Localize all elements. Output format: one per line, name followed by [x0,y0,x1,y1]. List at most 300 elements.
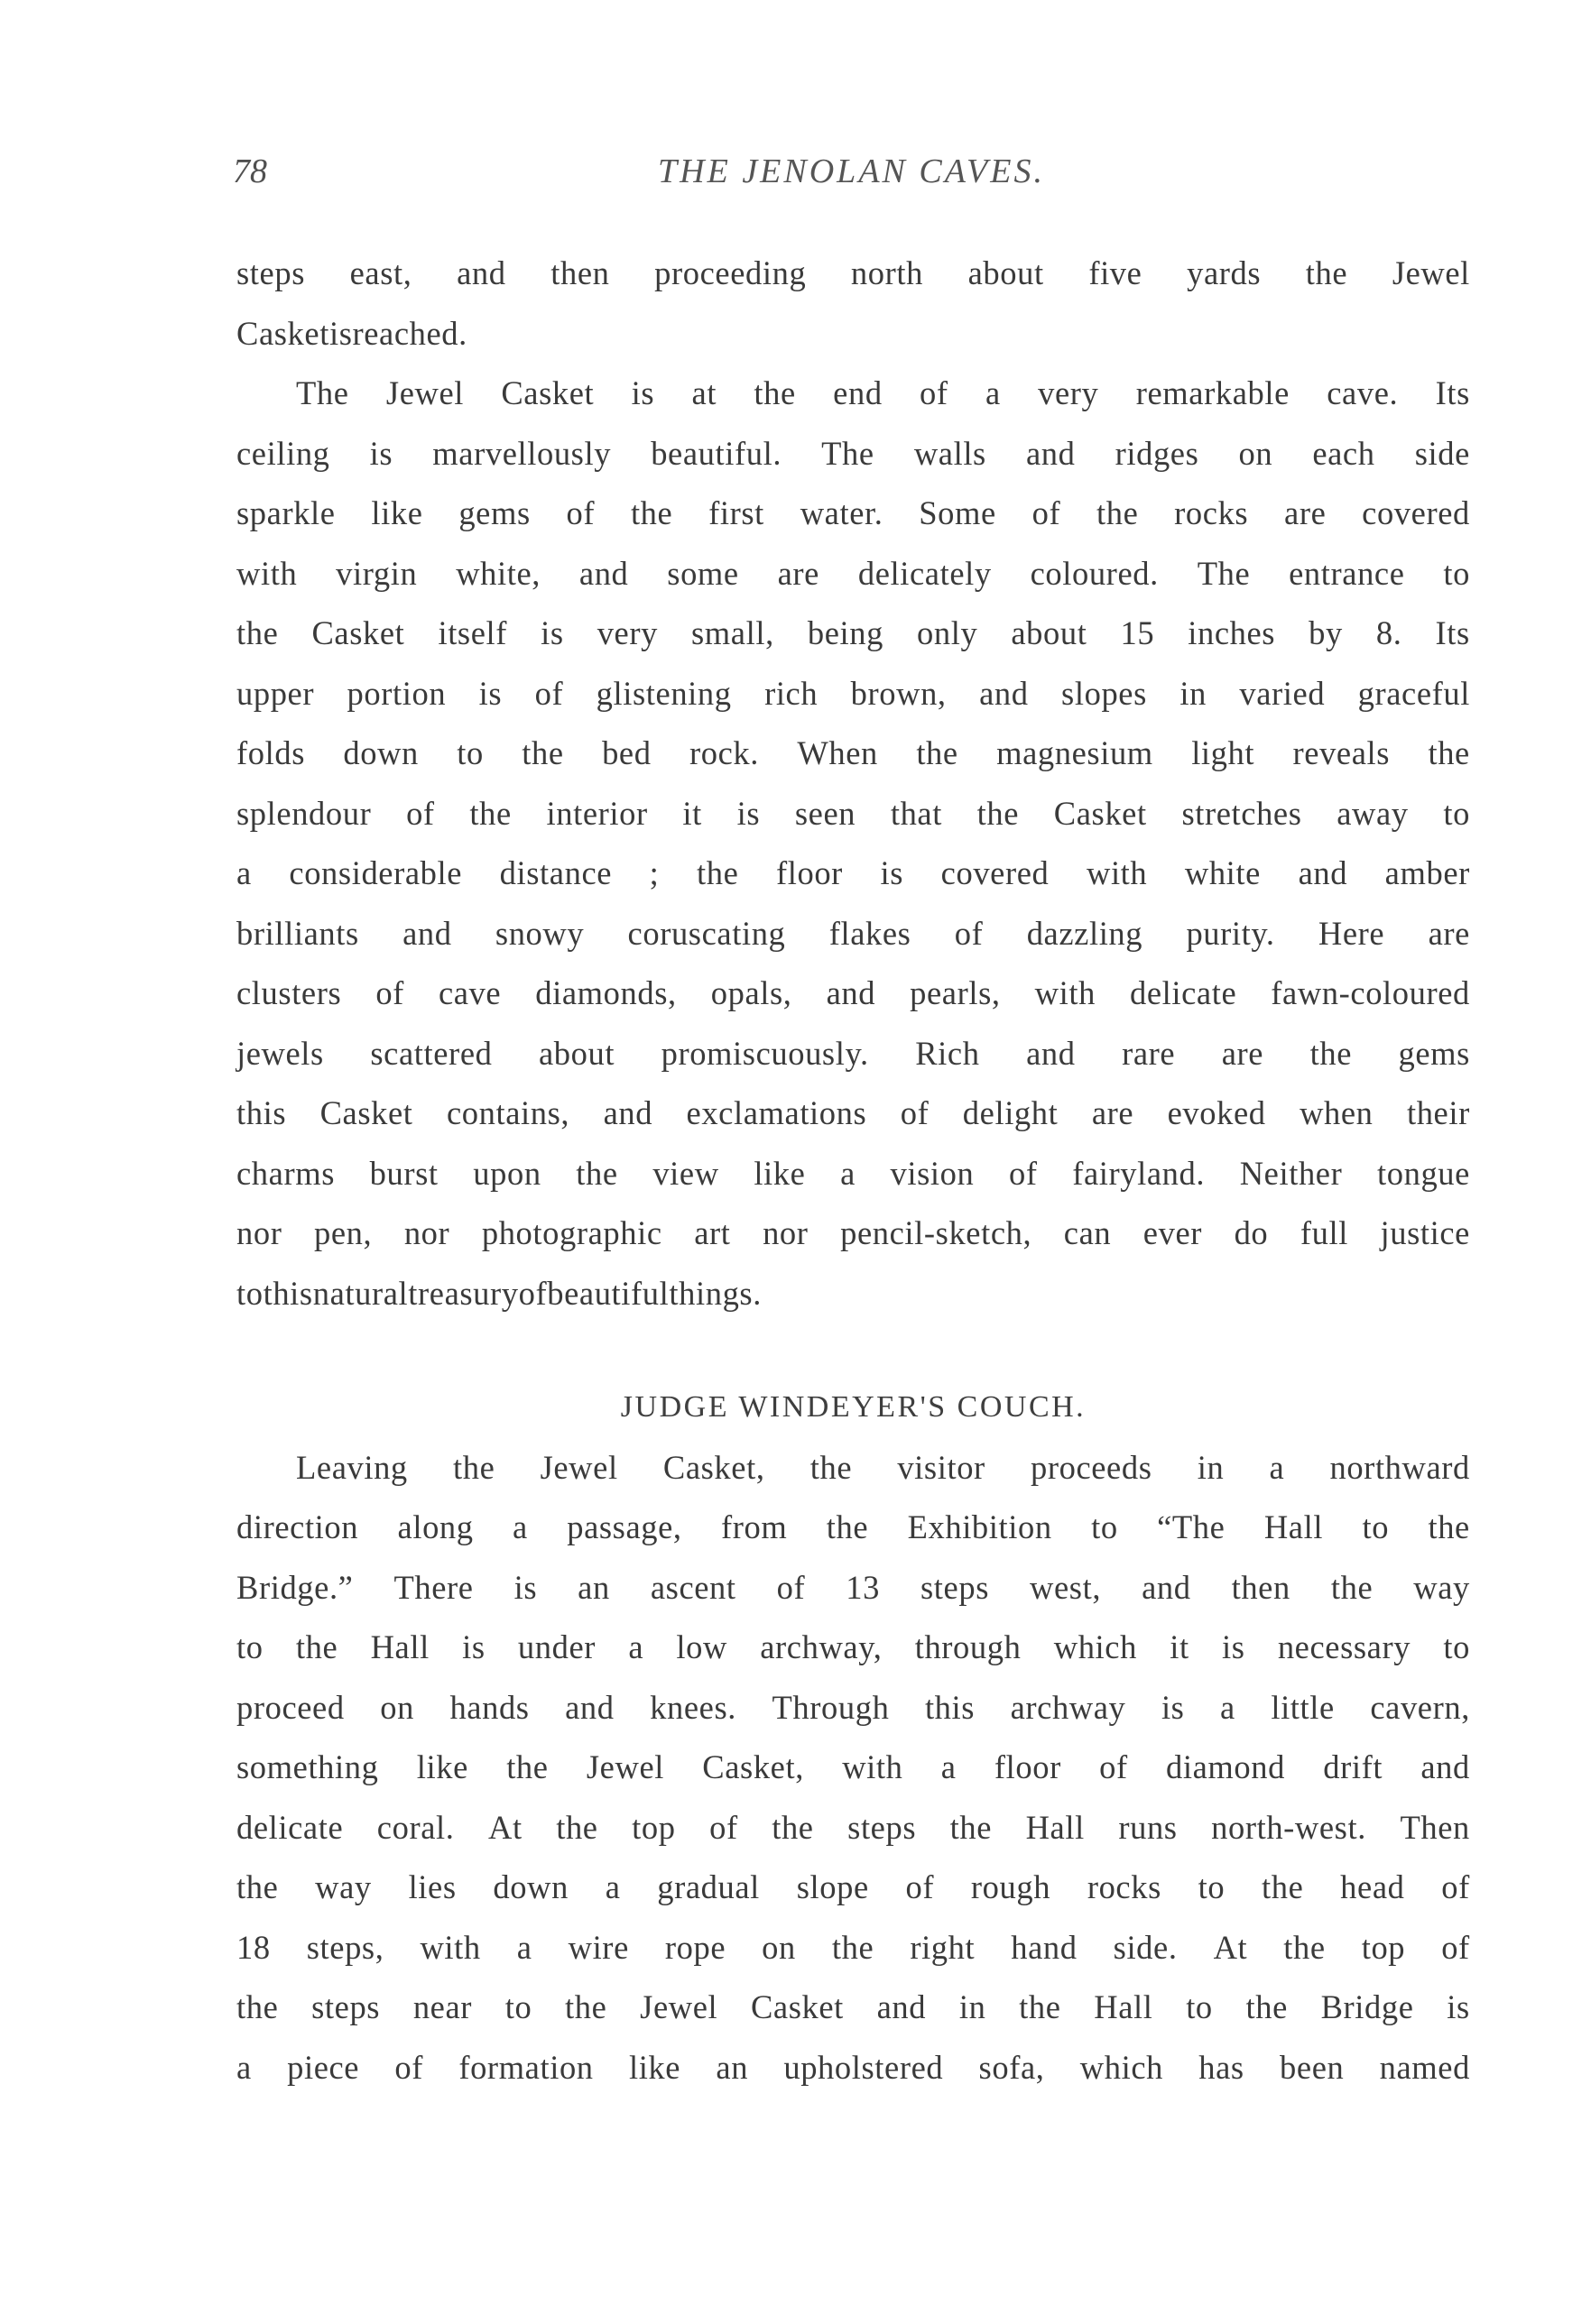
word: the [1428,1508,1470,1545]
word: coloured. [1030,554,1159,592]
word: Neither [1239,1154,1343,1192]
word: ever [1142,1214,1203,1251]
word: coruscating [627,914,786,952]
word: Jewel [586,1748,664,1785]
word: hand [1011,1928,1078,1966]
word: each [1312,434,1375,472]
word: the [452,1448,495,1486]
word: nor [403,1214,450,1251]
word: Leaving [296,1448,408,1486]
word: five [1088,254,1142,291]
word: of [518,1274,548,1312]
word: is [369,434,393,472]
word: 8. [1375,614,1402,651]
word: a [1220,1688,1235,1726]
word: delicately [857,554,992,592]
text-line [236,1798,1470,1858]
word: is [478,674,503,712]
word: along [397,1508,474,1545]
word: lies [408,1868,457,1905]
word: reveals [1292,734,1391,771]
word: which [1053,1628,1137,1665]
text-line [236,1558,1470,1618]
word: is [1447,1988,1470,2025]
word: a [628,1628,644,1665]
word: to [1362,1508,1390,1545]
word: of [1099,1748,1128,1785]
word: in [1179,674,1207,712]
word: The [821,434,874,472]
word: by [1309,614,1343,651]
word: delicate [1129,974,1237,1011]
text-line [236,364,1470,424]
word: amber [1384,854,1470,891]
word: seen [794,794,856,832]
word: runs [1118,1808,1178,1846]
text-line [236,904,1470,964]
word: covered [940,854,1050,891]
word: snowy [495,914,585,952]
word: portion [347,674,447,712]
word: and [1025,434,1076,472]
word: to [1186,1988,1213,2025]
word: under [517,1628,597,1665]
word: fairyland. [1072,1154,1206,1192]
word: necessary [1277,1628,1411,1665]
word: magnesium [996,734,1153,771]
word: side. [1113,1928,1178,1966]
word: stretches [1181,794,1302,832]
word: the [1245,1988,1288,2025]
word: the [556,1808,598,1846]
word: which [1079,2048,1163,2086]
word: vision [890,1154,975,1192]
word: ascent [650,1568,736,1606]
word: photographic [481,1214,662,1251]
word: is [513,1568,538,1606]
word: white [1184,854,1261,891]
word: low [676,1628,727,1665]
word: being [807,614,883,651]
word: to [504,1988,532,2025]
word: about [538,1034,615,1072]
word: gems [1398,1034,1470,1072]
word: ceiling [236,434,330,472]
word: wire [568,1928,629,1966]
word: a [516,1928,532,1966]
word: and [402,914,452,952]
word: do [1234,1214,1269,1251]
word: and [1298,854,1348,891]
word: to [236,1628,264,1665]
word: upon [473,1154,541,1192]
word: first [708,494,764,531]
word: brilliants [236,914,359,952]
word: the [976,794,1020,832]
word: to [457,734,484,771]
word: northward [1329,1448,1470,1486]
word: passage, [567,1508,682,1545]
word: with [842,1748,903,1785]
word: through [914,1628,1022,1665]
word: then [550,254,610,291]
word: clusters [236,974,342,1011]
word: Some [919,494,996,531]
word: the [506,1748,549,1785]
text-line [236,484,1470,544]
text-line [236,664,1470,724]
word: the [565,1988,607,2025]
word: purity. [1186,914,1275,952]
word: natural [312,1274,409,1312]
word: is [736,794,761,832]
word: of [1441,1928,1470,1966]
word: splendour [236,794,372,832]
text-line [236,844,1470,904]
word: the [1309,1034,1353,1072]
word: little [1271,1688,1335,1726]
word: this [924,1688,976,1726]
word: nor [236,1214,282,1251]
word: Hall [370,1628,430,1665]
page-number: 78 [233,152,267,190]
word: rocks [1087,1868,1161,1905]
word: the [236,614,279,651]
word: end [833,374,883,411]
word: pencil-sketch, [840,1214,1032,1251]
word: the [469,794,512,832]
word: brown, [850,674,947,712]
section-gap [236,1323,1470,1378]
word: something [236,1748,379,1785]
word: is [631,374,655,411]
word: of [534,674,564,712]
word: a [985,374,1001,411]
word: is [1221,1628,1245,1665]
word: sparkle [236,494,336,531]
word: jewels [236,1034,324,1072]
word: white, [456,554,541,592]
word: yards [1187,254,1262,291]
word: like [416,1748,468,1785]
word: folds [236,734,305,771]
word: is [462,1628,486,1665]
word: direction [236,1508,359,1545]
word: Hall [1094,1988,1153,2025]
word: dazzling [1026,914,1143,952]
word: rock. [689,734,759,771]
word: is [1161,1688,1185,1726]
word: some [667,554,739,592]
word: Casket [501,374,595,411]
word: of [954,914,984,952]
word: interior [546,794,648,832]
text-line [236,1084,1470,1144]
word: with [1034,974,1096,1011]
word: Bridge.” [236,1568,354,1606]
text-line [236,1264,1470,1324]
word: coral. [376,1808,455,1846]
word: been [1280,2048,1345,2086]
word: west, [1030,1568,1102,1606]
word: nor [763,1214,809,1251]
word: At [1213,1928,1248,1966]
word: archway [1010,1688,1126,1726]
word: from [721,1508,788,1545]
word: and [578,554,629,592]
word: way [1413,1568,1470,1606]
word: and [603,1094,653,1131]
word: contains, [446,1094,570,1131]
text-line [236,1024,1470,1084]
word: rocks [1174,494,1249,531]
word: delicate [236,1808,344,1846]
word: steps [311,1988,381,2025]
word: 13 [846,1568,880,1606]
word: floor [775,854,843,891]
word: down [343,734,419,771]
text-line [236,544,1470,604]
text-line [236,1618,1470,1678]
word: the [696,854,739,891]
word: gems [458,494,531,531]
word: steps [847,1808,917,1846]
word: a [940,1748,957,1785]
word: floor [994,1748,1061,1785]
word: pen, [314,1214,373,1251]
word: of [900,1094,930,1131]
word: justice [1380,1214,1470,1251]
word: down [493,1868,569,1905]
word: archway, [760,1628,883,1665]
word: Casket, [702,1748,804,1785]
word: rare [1122,1034,1176,1072]
word: varied [1239,674,1326,712]
word: of [1031,494,1061,531]
word: to [1443,554,1470,592]
section-heading: JUDGE WINDEYER'S COUCH. [620,1390,1087,1424]
word: right [910,1928,976,1966]
word: the [949,1808,993,1846]
word: Casket [236,314,329,352]
word: of [566,494,596,531]
word: evoked [1167,1094,1266,1131]
word: glistening [596,674,732,712]
text-line [236,1918,1470,1978]
word: is [880,854,904,891]
word: light [1191,734,1255,771]
word: Exhibition [907,1508,1052,1545]
word: and [826,974,876,1011]
word: top [632,1808,676,1846]
word: the [295,1628,338,1665]
word: scattered [370,1034,493,1072]
word: the [809,1448,853,1486]
text-line [236,424,1470,484]
word: the [522,734,564,771]
word: the [1428,734,1470,771]
word: Hall [1263,1508,1324,1545]
word: this [236,1094,287,1131]
word: the [1283,1928,1326,1966]
word: virgin [336,554,418,592]
word: opals, [710,974,792,1011]
word: beautiful. [651,434,782,472]
word: away [1337,794,1409,832]
word: flakes [828,914,911,952]
word: is [541,614,564,651]
word: pearls, [910,974,1001,1011]
word: The [1197,554,1251,592]
word: of [776,1568,806,1606]
word: their [1406,1094,1470,1131]
text-line [236,2038,1470,2098]
word: the [576,1154,618,1192]
text-line [236,1738,1470,1798]
word: upper [236,674,315,712]
word: the [630,494,673,531]
word: can [1063,1214,1112,1251]
word: with [236,554,298,592]
word: Jewel [385,374,464,411]
word: remarkable [1135,374,1290,411]
text-line [236,1858,1470,1918]
word: exclamations [686,1094,867,1131]
word: and [1420,1748,1470,1785]
word: the [831,1928,874,1966]
word: are [1284,494,1327,531]
text-line [236,964,1470,1024]
text-line [236,1498,1470,1558]
word: and [565,1688,615,1726]
word: Casket [319,1094,413,1131]
word: a [1269,1448,1285,1486]
word: has [1198,2048,1244,2086]
text-line [236,724,1470,784]
word: the [772,1808,814,1846]
word: entrance [1289,554,1405,592]
word: are [1428,914,1470,952]
word: it [682,794,702,832]
word: knees. [650,1688,736,1726]
word: steps [236,254,305,291]
word: a [513,1508,528,1545]
word: of [920,374,948,411]
word: an [578,1568,610,1606]
word: water. [800,494,883,531]
word: near [412,1988,473,2025]
word: then [1231,1568,1290,1606]
word: upholstered [783,2048,944,2086]
text-line [236,1978,1470,2038]
text-line [236,244,1470,304]
word: to [236,1274,264,1312]
word: and [1142,1568,1191,1606]
word: Hall [1025,1808,1085,1846]
word: the [754,374,796,411]
word: to [1443,1628,1470,1665]
word: gradual [657,1868,760,1905]
paragraph [236,244,1470,364]
word: top [1361,1928,1406,1966]
word: Jewel [1392,254,1470,291]
word: of [709,1808,738,1846]
word: proceed [236,1688,345,1726]
word: an [716,2048,749,2086]
word: ; [649,854,660,891]
word: this [263,1274,313,1312]
word: about [967,254,1044,291]
word: on [380,1688,414,1726]
word: when [1300,1094,1374,1131]
text-line [236,1438,1470,1499]
paragraph [236,1438,1470,2098]
word: small, [691,614,774,651]
word: Jewel [640,1988,718,2025]
word: and [457,254,506,291]
word: “The [1157,1508,1226,1545]
word: 15 [1120,614,1155,651]
word: bed [602,734,652,771]
word: rope [664,1928,726,1966]
word: inches [1188,614,1276,651]
word: on [1238,434,1273,472]
word: covered [1362,494,1470,531]
word: rich [764,674,819,712]
word: of [1008,1154,1038,1192]
word: a [840,1154,856,1192]
word: Casket [311,614,405,651]
running-title: THE JENOLAN CAVES. [658,152,1045,190]
word: steps, [306,1928,384,1966]
word: a [605,1868,621,1905]
word: that [890,794,942,832]
word: rough [970,1868,1051,1905]
word: There [393,1568,474,1606]
word: visitor [897,1448,985,1486]
word: the [1305,254,1348,291]
word: cavern, [1370,1688,1470,1726]
word: a [236,854,252,891]
word: graceful [1357,674,1470,712]
word: Bridge [1320,1988,1414,2025]
word: in [958,1988,986,2025]
word: like [628,2048,681,2086]
word: charms [236,1154,336,1192]
paragraph [236,364,1470,1323]
word: Casket [1053,794,1147,832]
word: of [1441,1868,1470,1905]
word: sofa, [978,2048,1045,2086]
text-line [236,304,1470,364]
word: delight [962,1094,1059,1131]
word: proceeding [654,254,807,291]
word: Through [772,1688,890,1726]
word: proceeds [1031,1448,1152,1486]
text-line [236,1204,1470,1264]
word: are [777,554,819,592]
word: When [797,734,878,771]
word: beautiful [547,1274,670,1312]
word: the [236,1868,279,1905]
word: 18 [236,1928,271,1966]
word: are [1221,1034,1264,1072]
word: the [916,734,958,771]
word: treasury [408,1274,519,1312]
word: the [236,1988,279,2025]
word: north-west. [1211,1808,1366,1846]
word: on [762,1928,796,1966]
